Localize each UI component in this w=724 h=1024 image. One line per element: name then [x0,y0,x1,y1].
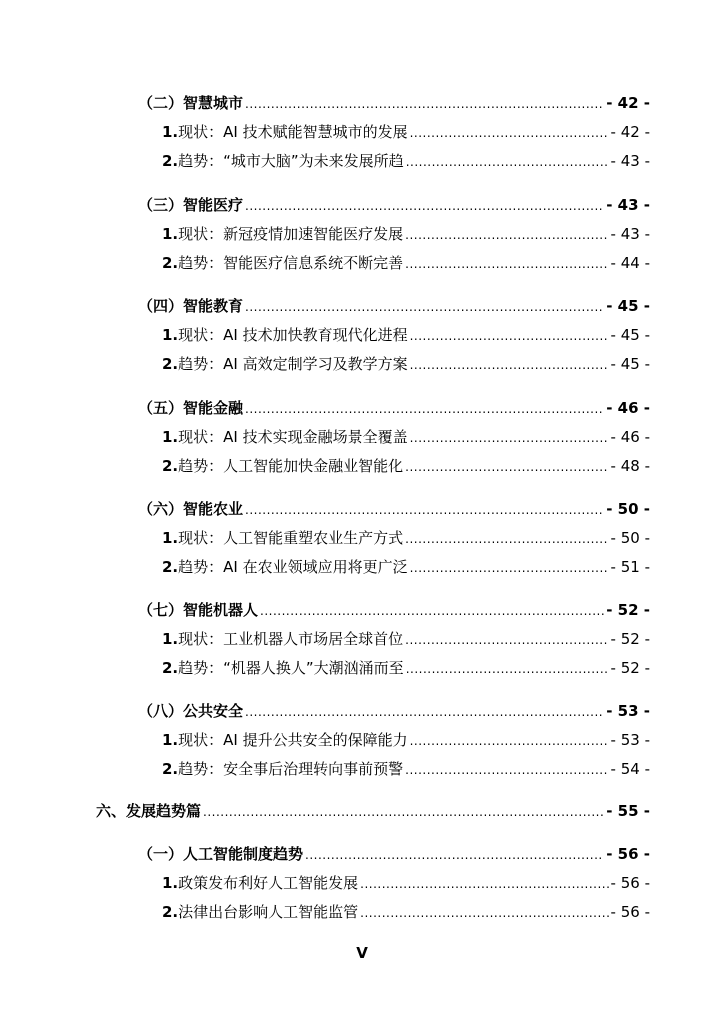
dot-leader [245,500,604,520]
toc-entry-title [162,427,408,447]
dot-leader [410,326,609,346]
toc-entry-text: 趋势：AI 高效定制学习及教学方案 [178,355,408,373]
toc-entry-number: 1. [162,225,179,243]
toc-entry-title [96,801,201,821]
dot-leader [405,254,608,274]
toc-entry-page: - 51 - [610,558,650,576]
toc-entry-number: 2. [162,355,179,373]
dot-leader [360,874,608,894]
toc-entry[interactable] [138,93,650,114]
toc-entry[interactable] [138,398,650,419]
toc-entry-text: 现状：AI 技术加快教育现代化进程 [178,326,408,344]
toc-entry[interactable] [162,427,650,448]
toc-entry-page: - 43 - [610,152,650,170]
toc-entry-title [162,224,403,244]
toc-entry[interactable] [162,759,650,780]
toc-entry-page: - 56 - [610,903,650,921]
toc-entry-text: （五）智能金融 [138,399,244,417]
toc-entry-number: 2. [162,903,179,921]
toc-entry-page: - 55 - [606,802,650,820]
toc-entry-page: - 50 - [610,529,650,547]
dot-leader [406,659,609,679]
dot-leader [410,558,609,578]
toc-entry-title [162,658,404,678]
toc-entry-number: 2. [162,254,179,272]
dot-leader [410,731,609,751]
dot-leader [406,152,609,172]
toc-entry-page: - 52 - [610,659,650,677]
dot-leader [245,94,604,114]
toc-entry[interactable] [138,195,650,216]
toc-entry-title [162,456,403,476]
toc-entry[interactable] [138,296,650,317]
dot-leader [245,196,604,216]
toc-entry-page: - 42 - [606,94,650,112]
toc-entry-text: 现状：人工智能重塑农业生产方式 [178,529,404,547]
toc-entry-page: - 46 - [606,399,650,417]
dot-leader [260,601,604,621]
toc-entry-number: 1. [162,326,179,344]
toc-entry-text: （六）智能农业 [138,500,244,518]
toc-entry[interactable] [96,801,650,822]
toc-entry[interactable] [162,354,650,375]
toc-entry[interactable] [162,557,650,578]
toc-entry[interactable] [162,224,650,245]
toc-entry-title [162,354,408,374]
toc-entry-number: 2. [162,152,179,170]
toc-entry-text: 趋势：“机器人换人”大潮汹涌而至 [178,659,404,677]
toc-entry-page: - 54 - [610,760,650,778]
toc-entry-title [162,253,403,273]
dot-leader [245,702,604,722]
toc-entry-title [162,325,408,345]
toc-entry-number: 2. [162,760,179,778]
toc-entry-number: 1. [162,630,179,648]
toc-entry-page: - 44 - [610,254,650,272]
toc-entry-page: - 45 - [606,297,650,315]
toc-entry-title [162,873,358,893]
dot-leader [245,399,604,419]
toc-entry-text: 趋势：安全事后治理转向事前预警 [178,760,404,778]
toc-entry-page: - 52 - [610,630,650,648]
toc-entry-title [138,93,243,113]
toc-entry[interactable] [162,658,650,679]
toc-entry-number: 1. [162,123,179,141]
toc-entry-number: 1. [162,731,179,749]
toc-entry[interactable] [138,701,650,722]
toc-entry-title [162,151,404,171]
dot-leader [305,845,604,865]
dot-leader [203,802,604,822]
toc-entry-title [138,296,243,316]
toc-entry-text: 现状：AI 提升公共安全的保障能力 [178,731,408,749]
toc-entry[interactable] [162,122,650,143]
toc-entry-number: 1. [162,529,179,547]
toc-entry[interactable] [138,499,650,520]
toc-entry-page: - 45 - [610,355,650,373]
dot-leader [360,903,608,923]
toc-entry-page: - 45 - [610,326,650,344]
toc-entry[interactable] [162,730,650,751]
toc-entry-text: 趋势：智能医疗信息系统不断完善 [178,254,404,272]
toc-entry-page: - 48 - [610,457,650,475]
dot-leader [410,355,609,375]
toc-entry-title [138,195,243,215]
toc-entry-title [162,629,403,649]
dot-leader [245,297,604,317]
toc-entry[interactable] [162,873,650,894]
toc-entry-page: - 56 - [606,845,650,863]
toc-entry-page: - 43 - [606,196,650,214]
toc-entry-page: - 42 - [610,123,650,141]
toc-entry-page: - 52 - [606,601,650,619]
dot-leader [405,760,608,780]
toc-entry[interactable] [162,253,650,274]
dot-leader [410,123,609,143]
toc-entry-number: 1. [162,428,179,446]
toc-entry-text: 政策发布利好人工智能发展 [178,874,359,892]
toc-entry[interactable] [138,600,650,621]
dot-leader [410,428,609,448]
toc-entry-text: 现状：工业机器人市场居全球首位 [178,630,404,648]
toc-entry-page: - 46 - [610,428,650,446]
toc-entry-title [138,499,243,519]
toc-entry-title [138,701,243,721]
toc-entry-title [162,730,408,750]
toc-entry[interactable] [162,629,650,650]
toc-entry-text: 趋势：人工智能加快金融业智能化 [178,457,404,475]
toc-entry-title [162,902,358,922]
toc-entry-text: 现状：新冠疫情加速智能医疗发展 [178,225,404,243]
toc-entry-number: 2. [162,558,179,576]
toc-entry-number: 2. [162,457,179,475]
toc-entry-text: （三）智能医疗 [138,196,244,214]
toc-entry-page: - 53 - [610,731,650,749]
page-number: V [356,944,368,962]
toc-entry[interactable] [162,151,650,172]
toc-entry-text: （四）智能教育 [138,297,244,315]
toc-entry-text: （一）人工智能制度趋势 [138,845,304,863]
toc-entry[interactable] [162,325,650,346]
toc-entry-page: - 43 - [610,225,650,243]
toc-entry-page: - 53 - [606,702,650,720]
toc-entry-number: 2. [162,659,179,677]
dot-leader [405,529,608,549]
toc-entry[interactable] [138,844,650,865]
toc-entry-title [138,600,258,620]
toc-entry[interactable] [162,902,650,923]
toc-entry-text: 现状：AI 技术实现金融场景全覆盖 [178,428,408,446]
toc-entry[interactable] [162,456,650,477]
toc-entry-title [162,557,408,577]
toc-entry-title [138,844,303,864]
toc-entry-page: - 56 - [610,874,650,892]
dot-leader [405,457,608,477]
toc-entry-text: 现状：AI 技术赋能智慧城市的发展 [178,123,408,141]
toc-entry-number: 1. [162,874,179,892]
dot-leader [405,630,608,650]
toc-entry-title [162,759,403,779]
toc-entry-text: （二）智慧城市 [138,94,244,112]
toc-entry-title [162,122,408,142]
toc-entry-text: 趋势：“城市大脑”为未来发展所趋 [178,152,404,170]
dot-leader [405,225,608,245]
toc-entry-page: - 50 - [606,500,650,518]
toc-entry-title [138,398,243,418]
toc-entry-text: 法律出台影响人工智能监管 [178,903,359,921]
toc-entry-text: （七）智能机器人 [138,601,259,619]
toc-entry[interactable] [162,528,650,549]
toc-entry-text: （八）公共安全 [138,702,244,720]
toc-entry-title [162,528,403,548]
toc-entry-text: 六、发展趋势篇 [96,802,202,820]
toc-entry-text: 趋势：AI 在农业领域应用将更广泛 [178,558,408,576]
